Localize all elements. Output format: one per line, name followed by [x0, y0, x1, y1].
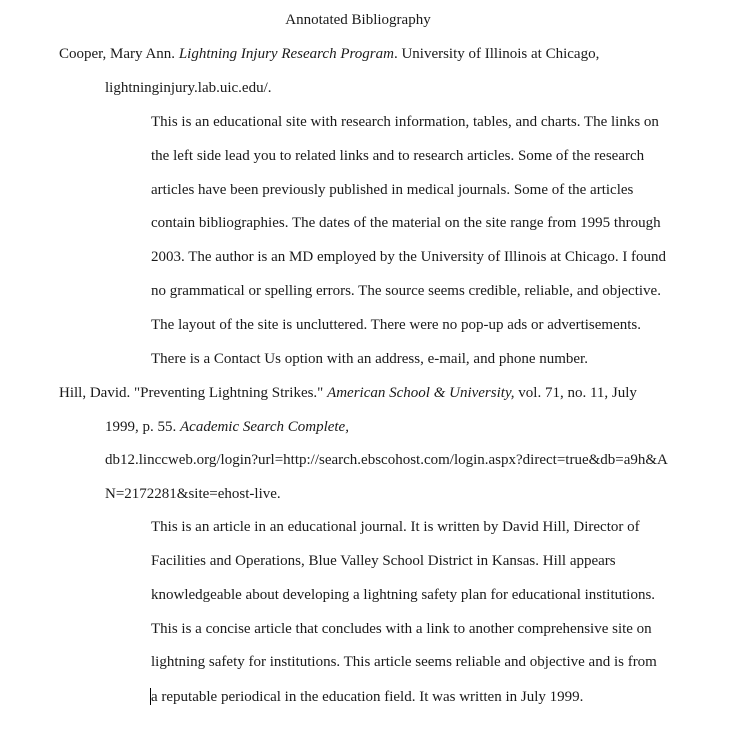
annotation-line: Facilities and Operations, Blue Valley School District in Kansas. Hill appears [151, 553, 616, 569]
citation-database: Academic Search Complete, [180, 419, 349, 435]
annotation-line: The layout of the site is uncluttered. There were no pop-up ads or advertisements. [151, 317, 641, 333]
annotation-line: articles have been previously published in medical journals. Some of the articles [151, 182, 634, 198]
citation-line [59, 45, 599, 63]
citation-line [105, 418, 349, 436]
citation-title: Lightning Injury Research Program [178, 46, 394, 62]
annotation-line: knowledgeable about developing a lightning safety plan for educational institutions. [151, 587, 656, 603]
annotation-line: lightning safety for institutions. This article seems reliable and objective and is from [151, 654, 657, 670]
annotation-line: This is an educational site with research information, tables, and charts. The links on [151, 114, 659, 130]
citation-author: Cooper, Mary Ann. [59, 46, 179, 62]
annotation-line: This is a concise article that concludes with a link to another comprehensive site on [151, 621, 652, 637]
citation-line [59, 384, 637, 402]
annotation-line: This is an article in an educational journal. It is written by David Hill, Director of [151, 519, 640, 535]
citation-url-continued: N=2172281&site=ehost-live. [105, 486, 281, 502]
annotation-line: There is a Contact Us option with an address, e-mail, and phone number. [151, 351, 588, 367]
annotation-line: a reputable periodical in the education field. It was written in July 1999. [151, 689, 584, 705]
citation-date-page: 1999, p. 55. [105, 419, 180, 435]
citation-author: Hill, David. "Preventing Lightning Strikes." [59, 385, 328, 401]
citation-journal: American School & University, [327, 385, 515, 401]
annotation-line: the left side lead you to related links and to research articles. Some of the research [151, 148, 645, 164]
citation-url: lightninginjury.lab.uic.edu/. [105, 80, 272, 96]
citation-volume: vol. 71, no. 11, July [514, 385, 637, 401]
annotation-line: contain bibliographies. The dates of the material on the site range from 1995 through [151, 215, 661, 231]
citation-url: db12.linccweb.org/login?url=http://search.ebscohost.com/login.aspx?direct=true&db=a9h&A [105, 452, 668, 468]
citation-publisher: . University of Illinois at Chicago, [393, 46, 600, 62]
document-title: Annotated Bibliography [285, 12, 431, 28]
annotation-line: no grammatical or spelling errors. The source seems credible, reliable, and objective. [151, 283, 661, 299]
text-cursor [150, 688, 151, 705]
annotation-line: 2003. The author is an MD employed by the University of Illinois at Chicago. I found [151, 249, 667, 265]
